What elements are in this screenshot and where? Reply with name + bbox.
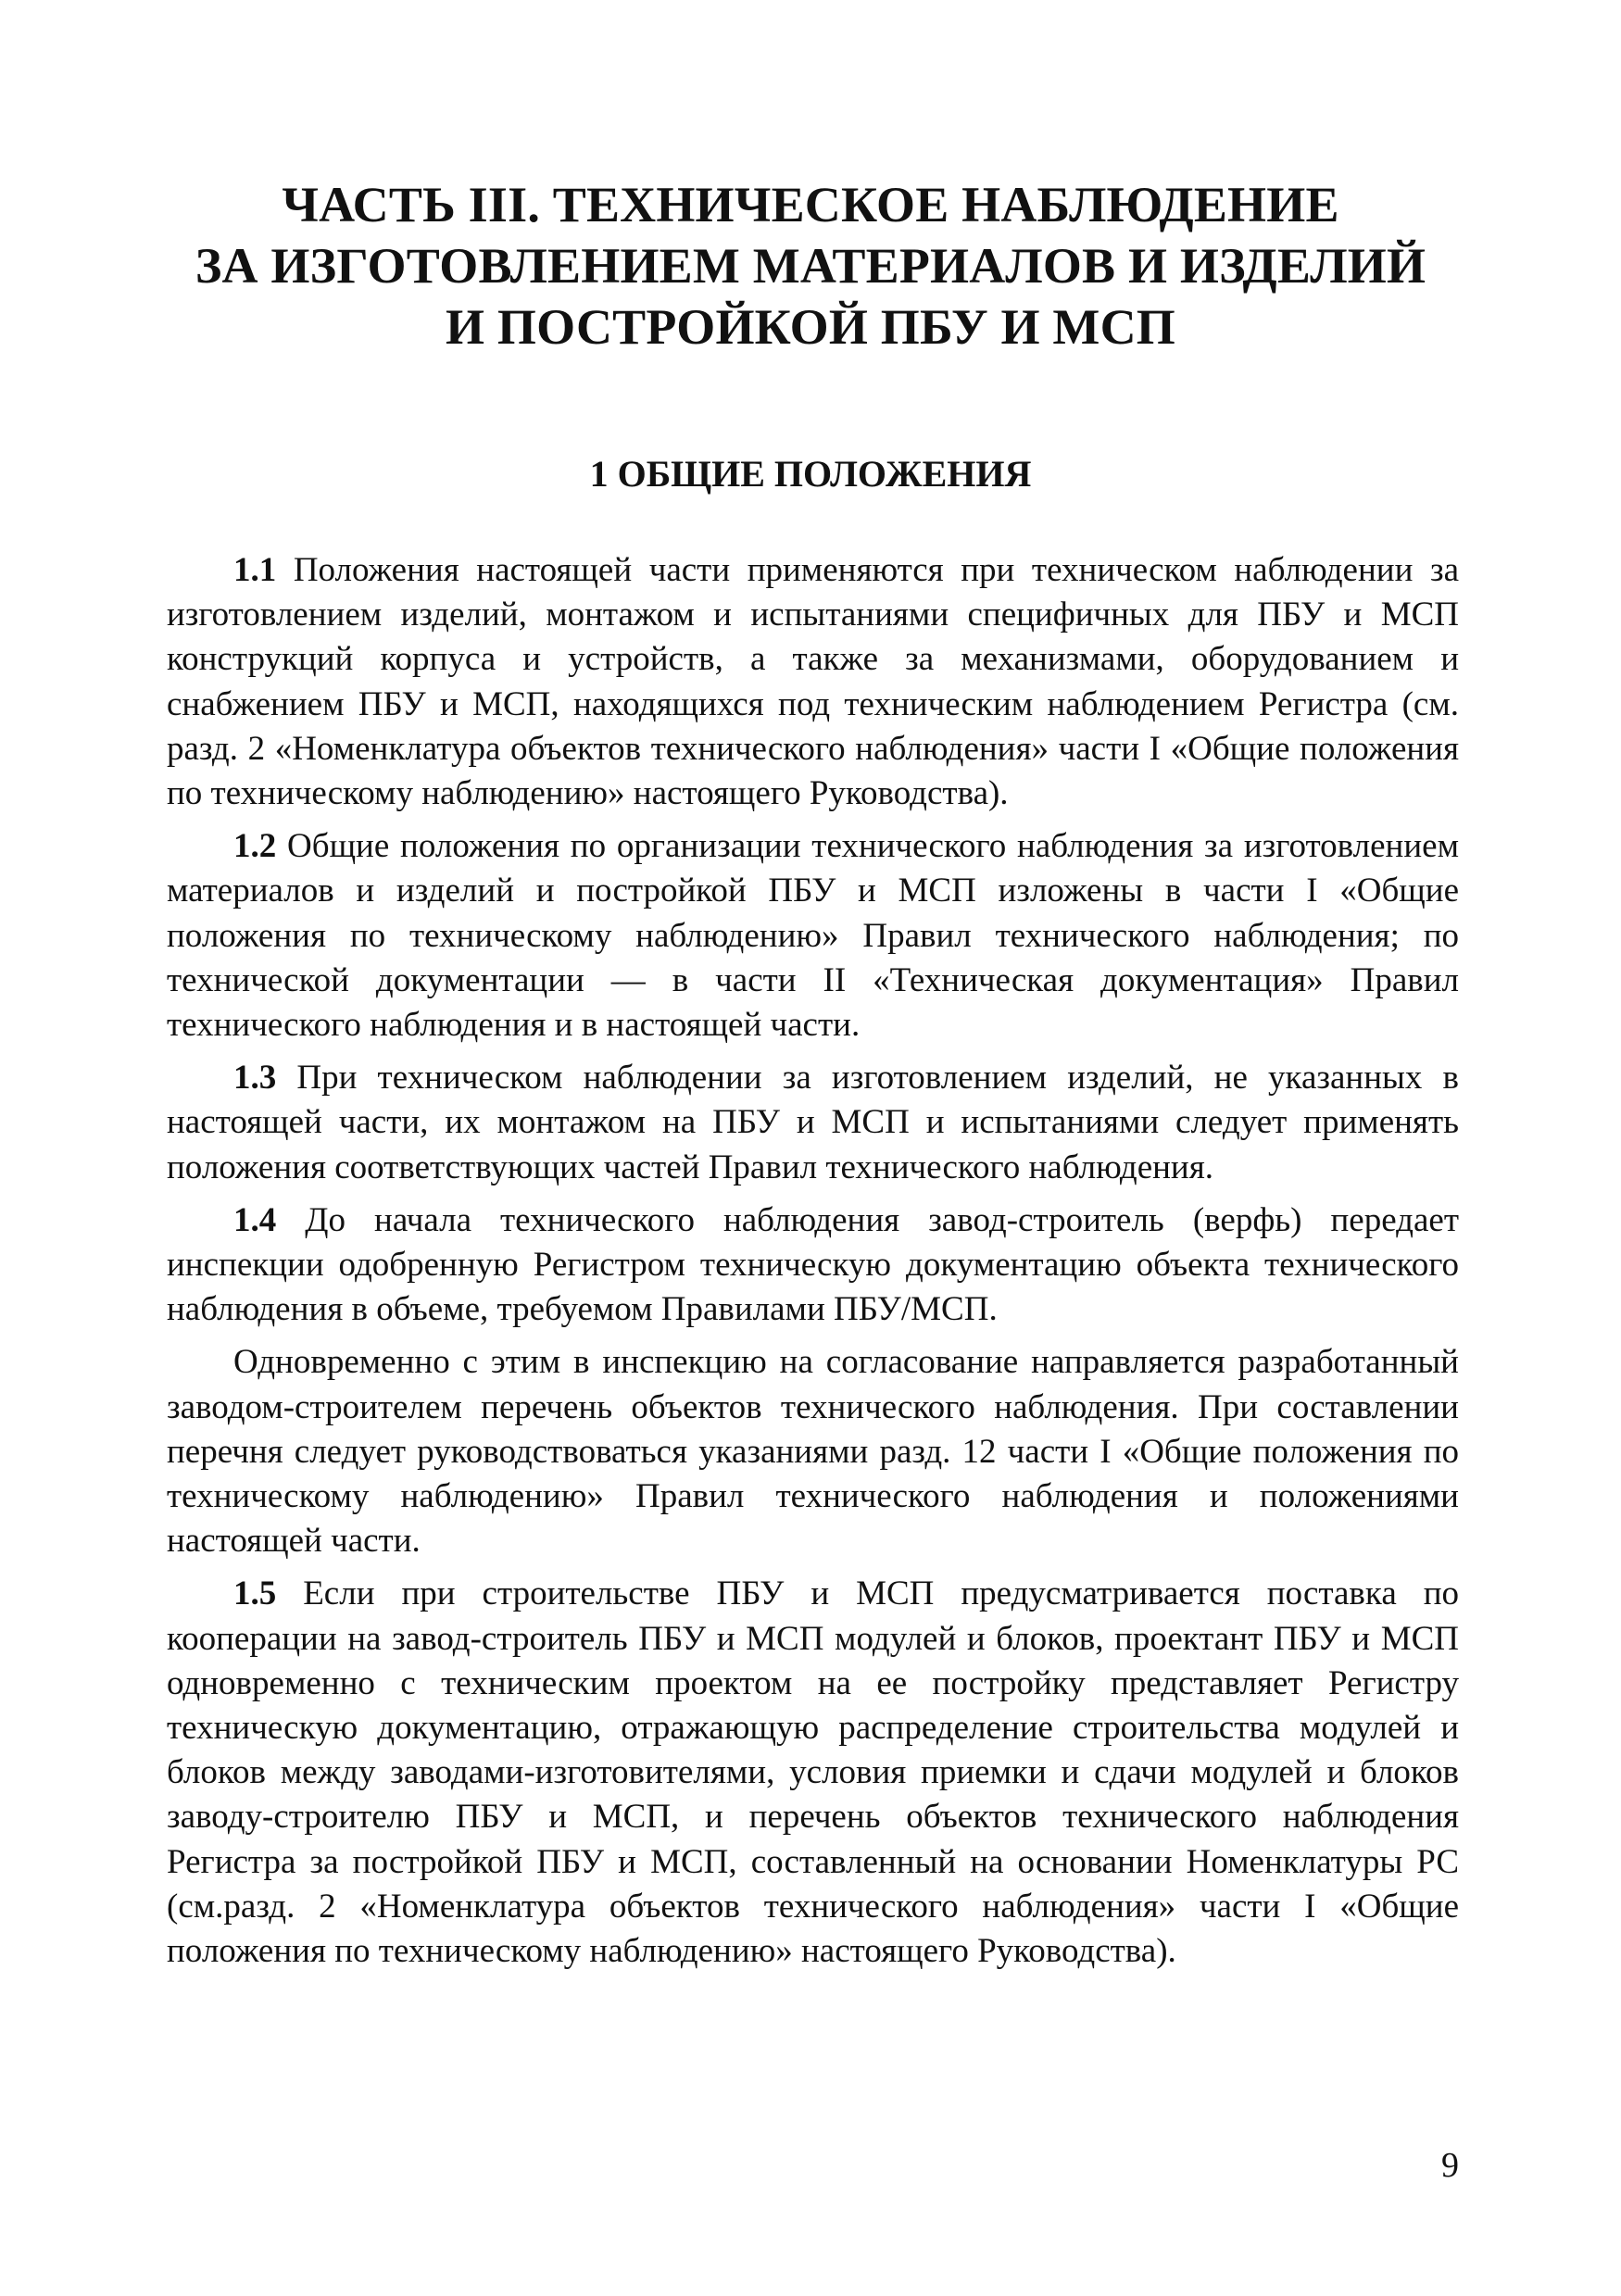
paragraph-text: Если при строительстве ПБУ и МСП предусматривается поставка по кооперации на завод-строитель ПБУ и МСП модулей и блоков, проектант ПБУ и МСП одновременно с техническим проектом на ее постройку представляет Регистру техническую документацию, отражающую распределение строительства модулей и блоков между заводами-изготовителями, условия приемки и сдачи модулей и блоков заводу-строителю ПБУ и МСП, и перечень объектов технического наблюдения Регистра за постройкой ПБУ и МСП, составленный на основании Номенклатуры РС (см.разд. 2 «Номенклатура объектов технического наблюдения» части I «Общие положения по техническому наблюдению» настоящего Руководства). [167,1575,1459,1971]
paragraph-1-4-continued [167,1340,1459,1563]
paragraph-text: При техническом наблюдении за изготовлением изделий, не указанных в настоящей части, их монтажом на ПБУ и МСП и испытаниями следует применять положения соответствующих частей Правил технического наблюдения. [167,1059,1459,1186]
page-number: 9 [1441,2146,1459,2185]
paragraph-text: Одновременно с этим в инспекцию на согласование направляется разработанный заводом-строителем перечень объектов технического наблюдения. При составлении перечня следует руководствоваться указаниями разд. 12 части I «Общие положения по техническому наблюдению» Правил технического наблюдения и положениями настоящей части. [167,1343,1459,1561]
part-title-line-2: ЗА ИЗГОТОВЛЕНИЕМ МАТЕРИАЛОВ И ИЗДЕЛИЙ [195,238,1426,294]
paragraph-text: Общие положения по организации технического наблюдения за изготовлением материалов и изделий и постройкой ПБУ и МСП изложены в части I «Общие положения по техническому наблюдению» Правил технического наблюдения; по технической документации — в части II «Техническая документация» Правил технического наблюдения и в настоящей части. [167,827,1459,1045]
paragraph-1-5 [167,1572,1459,1974]
paragraph-text: Положения настоящей части применяются при техническом наблюдении за изготовлением изделий, монтажом и испытаниями специфичных для ПБУ и МСП конструкций корпуса и устройств, а также за механизмами, оборудованием и снабжением ПБУ и МСП, находящихся под техническим наблюдением Регистра (см. разд. 2 «Номенклатура объектов технического наблюдения» части I «Общие положения по техническому наблюдению» настоящего Руководства). [167,551,1459,813]
paragraph-1-1 [167,548,1459,816]
part-title [162,174,1459,358]
clause-number: 1.5 [233,1575,277,1613]
clause-number: 1.1 [233,551,277,589]
part-title-line-1: ЧАСТЬ III. ТЕХНИЧЕСКОЕ НАБЛЮДЕНИЕ [282,177,1339,232]
clause-number: 1.3 [233,1059,277,1098]
paragraph-1-4 [167,1198,1459,1333]
paragraph-1-2 [167,824,1459,1048]
clause-number: 1.2 [233,827,277,866]
section-title: 1 ОБЩИЕ ПОЛОЖЕНИЯ [589,453,1032,495]
paragraph-text: До начала технического наблюдения завод-строитель (верфь) передает инспекции одобренную Регистром техническую документацию объекта технического наблюдения в объеме, требуемом Правилами ПБУ/МСП. [167,1200,1459,1329]
paragraph-1-3 [167,1056,1459,1190]
part-title-line-3: И ПОСТРОЙКОЙ ПБУ И МСП [446,299,1175,355]
body-text [167,548,1459,1974]
clause-number: 1.4 [233,1200,277,1239]
